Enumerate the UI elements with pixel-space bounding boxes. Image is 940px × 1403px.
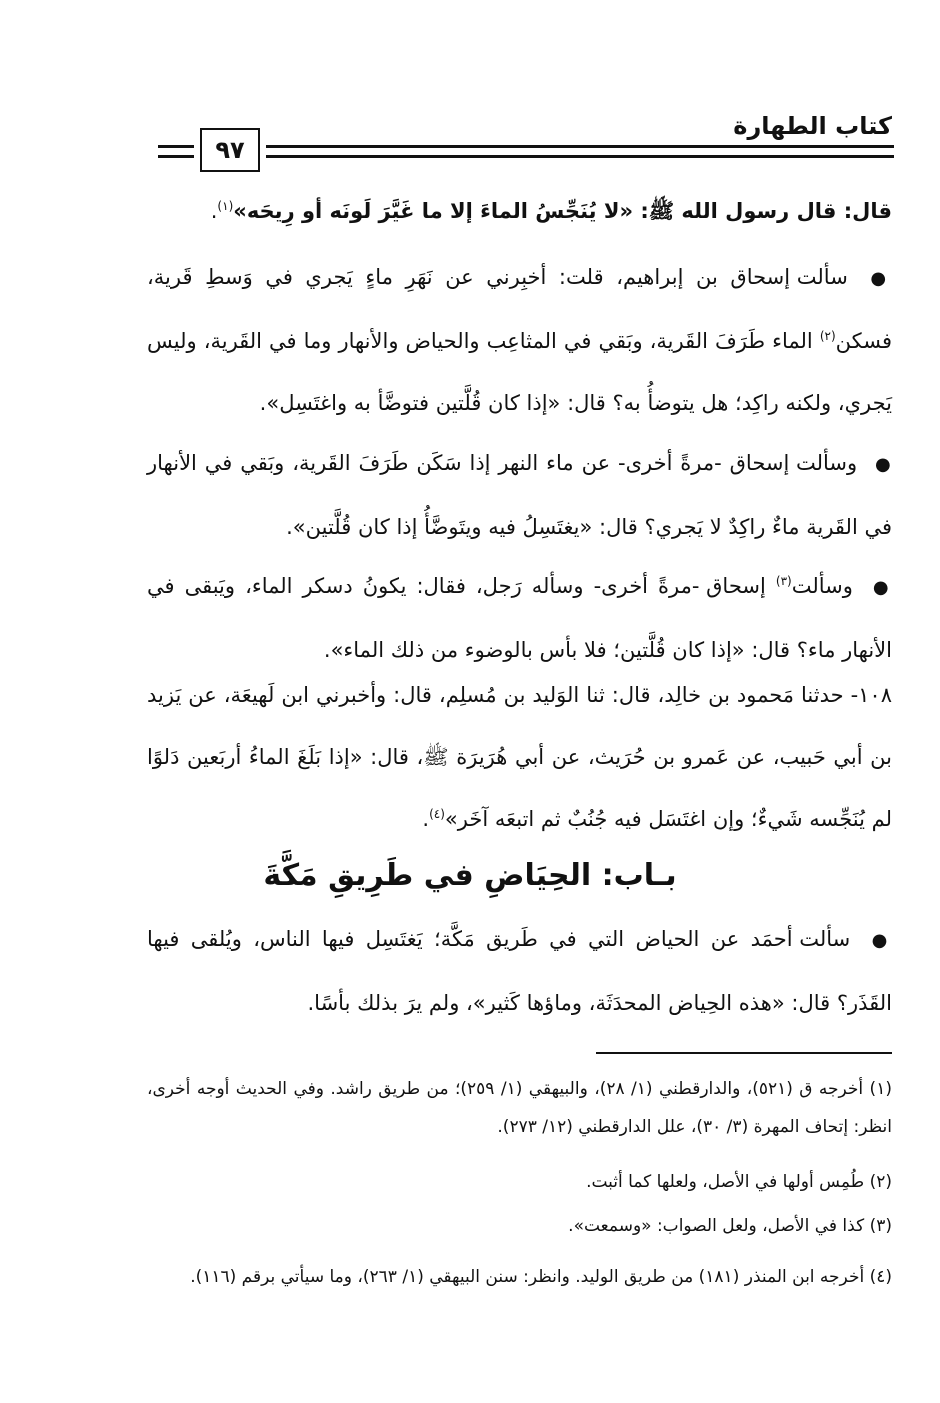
paragraph-text: سألت إسحاق بن إبراهيم، قلت: أخبِرني عن نَهَرِ ماءٍ يَجري في وَسطِ قَرية، فسكن: [147, 265, 892, 353]
footnote-ref: (٤): [429, 807, 445, 821]
footnote-separator: [596, 1052, 892, 1054]
footnote-ref: (٣): [775, 574, 792, 588]
bullet-icon: ●: [870, 268, 892, 289]
paragraph-question-dasker: [147, 555, 892, 681]
paragraph-question-stagnant: [147, 432, 892, 558]
footnote-2: (٢) طُمِس أولها في الأصل، ولعلها كما أثبت.: [586, 1172, 892, 1192]
paragraph-text: ١٠٨- حدثنا مَحمود بن خالِد، قال: ثنا الوَليد بن مُسلِم، قال: وأخبرني ابن لَهيعَة، عن يَزيد بن أبي حَبيب، عن عَمرو بن حُرَيث، عن أبي هُرَيرَة ﷺ، قال: «إذا بَلَغَ الماءُ أربَعين دَلوًا لم يُنَجِّسه شَيءٌ؛ وإن اغتَسَل فيه جُنُبٌ ثم اتبعَه آخَر»: [147, 683, 892, 831]
footnote-ref: (٢): [819, 329, 836, 343]
header-rule-left-bottom: [158, 155, 194, 158]
book-title: كتاب الطهارة: [733, 112, 892, 140]
paragraph-text: قال: قال رسول الله ﷺ: «لا يُنَجِّسُ الماءَ إلا ما غَيَّرَ لَونَه أو رِيحَه»: [233, 199, 892, 223]
paragraph-text-rest: الماء طَرَفَ القَرية، وبَقي في المثاعِب والحياض والأنهار وما في القَرية، وليس يَجري، ولكنه راكِد؛ هل يتوضأُ به؟ قال: «إذا كان قُلَّتين فتوضَّأ به واغتَسِل».: [147, 329, 892, 415]
footnote-4: (٤) أخرجه ابن المنذر (١٨١) من طريق الوليد. وانظر: سنن البيهقي (١/ ٢٦٣)، وما سيأتي برقم (١١٦).: [190, 1267, 892, 1287]
paragraph-question-pools: [147, 908, 892, 1034]
paragraph-text-rest: إسحاق -مرةً أخرى- وسأله رَجل، فقال: يكونُ دسكر الماء، ويَبقى في الأنهار ماء؟ قال: «إذا كان قُلَّتين؛ فلا بأس بالوضوء من ذلك الماء».: [147, 574, 892, 662]
paragraph-text: وسألت إسحاق -مرةً أخرى- عن ماء النهر إذا سَكَن طَرَفَ القَرية، وبَقي في الأنهار في القَرية ماءٌ راكِدٌ لا يَجري؟ قال: «يغتَسِلُ فيه ويتَوضَّأُ إذا كان قُلَّتين».: [147, 451, 892, 539]
page-number: ٩٧: [200, 128, 260, 172]
bullet-icon: ●: [871, 930, 892, 951]
paragraph-end: .: [210, 199, 218, 223]
bullet-icon: ●: [875, 454, 892, 475]
paragraph-hadith-intro: [147, 180, 892, 242]
footnote-1: (١) أخرجه ق (٥٢١)، والدارقطني (١/ ٢٨)، والبيهقي (١/ ٢٥٩)؛ من طريق راشد. وفي الحديث أوجه أخرى، انظر: إتحاف المهرة (٣/ ٣٠)، علل الدارقطني (١٢/ ٢٧٣).: [147, 1079, 892, 1137]
footnote-3: (٣) كذا في الأصل، ولعل الصواب: «وسمعت».: [568, 1216, 892, 1236]
header-rule-right-bottom: [266, 155, 894, 158]
footnote-ref: (١): [217, 199, 234, 213]
bullet-icon: ●: [872, 577, 892, 598]
paragraph-text: وسألت: [791, 574, 853, 598]
section-heading: بـاب: الحِيَاضِ في طَرِيقِ مَكَّةَ: [263, 858, 677, 893]
header-rule-left-top: [158, 145, 194, 148]
paragraph-question-river: [147, 246, 892, 434]
header-rule-right-top: [266, 145, 894, 148]
paragraph-text: سألت أحمَد عن الحياض التي في طَريق مَكَّة؛ يَغتَسِل فيها الناس، ويُلقى فيها القَذَر؟ قال: «هذه الحِياض المحدَثَة، وماؤها كَثير»، ولم يرَ بذلك بأسًا.: [147, 927, 892, 1015]
paragraph-hadith-108: [147, 664, 892, 850]
paragraph-end: .: [422, 807, 430, 831]
